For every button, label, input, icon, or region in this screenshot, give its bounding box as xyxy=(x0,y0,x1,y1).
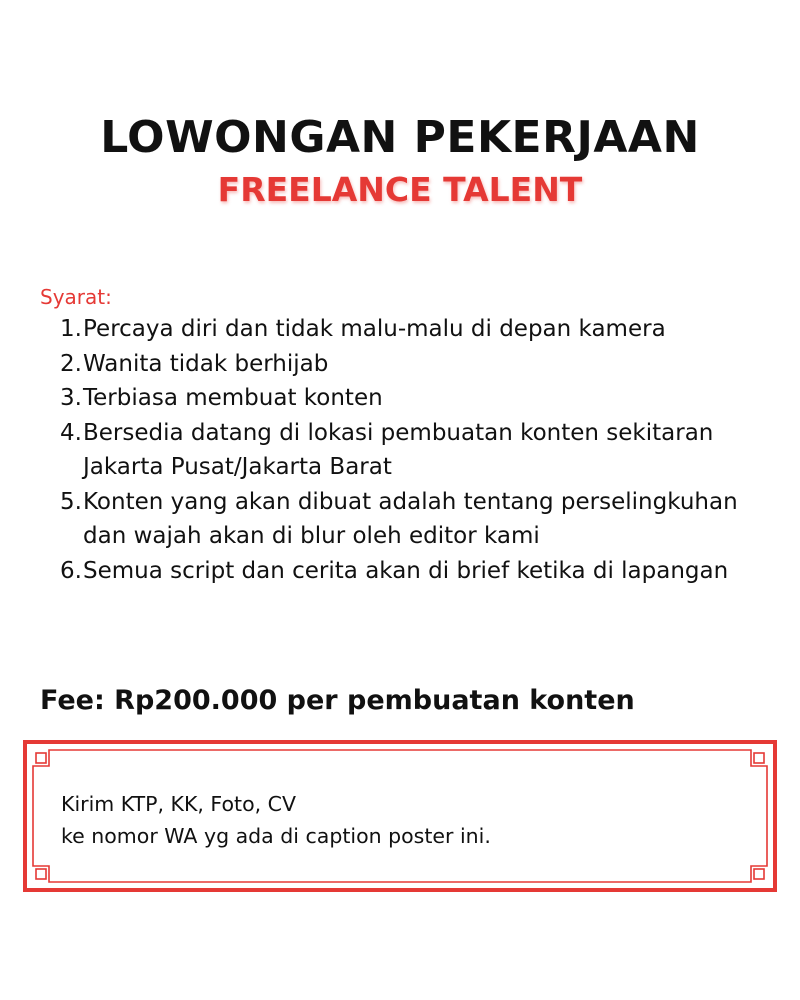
requirement-number: 2. xyxy=(60,350,82,377)
requirement-item xyxy=(40,416,760,485)
requirement-number: 5. xyxy=(60,488,82,515)
page-title: LOWONGAN PEKERJAAN xyxy=(100,112,700,163)
requirement-number: 6. xyxy=(60,557,82,584)
requirement-text: Terbiasa membuat konten xyxy=(83,385,383,411)
requirement-text: Percaya diri dan tidak malu-malu di depan kamera xyxy=(83,316,666,342)
requirement-item xyxy=(40,485,760,554)
page-subtitle: FREELANCE TALENT xyxy=(217,170,583,209)
requirement-number: 4. xyxy=(60,419,82,446)
contact-line-2: ke nomor WA yg ada di caption poster ini. xyxy=(61,824,491,848)
requirement-number: 3. xyxy=(60,385,82,411)
requirement-text: Bersedia datang di lokasi pembuatan konten sekitaran Jakarta Pusat/Jakarta Barat xyxy=(83,419,714,480)
contact-box xyxy=(23,740,777,892)
requirements-label: Syarat: xyxy=(40,285,112,309)
fee-text: Fee: Rp200.000 per pembuatan konten xyxy=(40,685,635,716)
requirement-item xyxy=(40,347,760,382)
requirement-text: Konten yang akan dibuat adalah tentang perselingkuhan dan wajah akan di blur oleh editor kami xyxy=(83,488,738,549)
requirement-number: 1. xyxy=(60,316,82,342)
requirement-item xyxy=(40,554,760,589)
requirement-item xyxy=(40,312,760,347)
contact-line-1: Kirim KTP, KK, Foto, CV xyxy=(61,792,296,816)
requirement-text: Semua script dan cerita akan di brief ketika di lapangan xyxy=(83,557,729,584)
requirement-text: Wanita tidak berhijab xyxy=(83,350,329,377)
requirement-item xyxy=(40,381,760,416)
requirements-list xyxy=(40,312,760,588)
